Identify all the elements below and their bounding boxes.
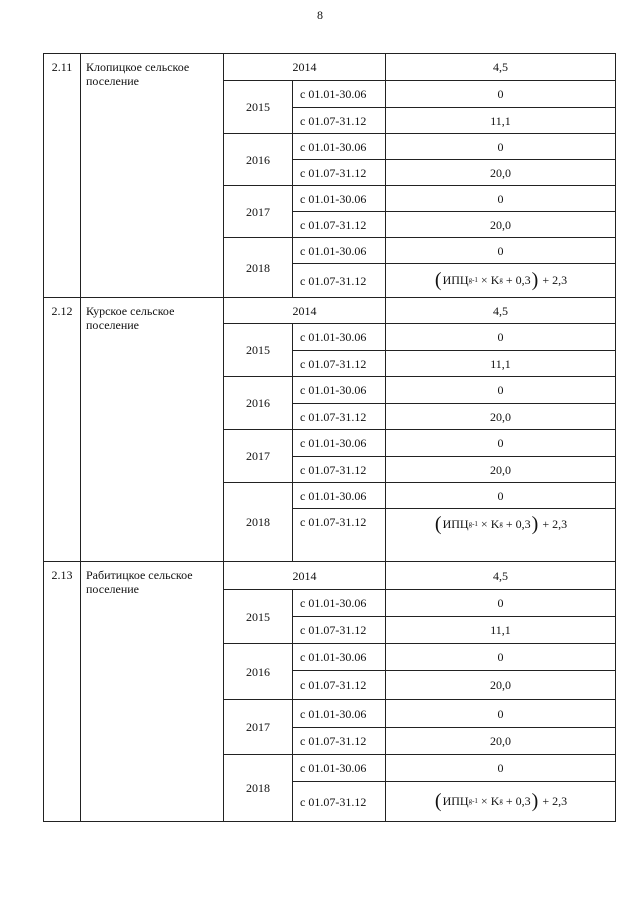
- formula-add-outer: + 2,3: [542, 793, 568, 808]
- period-cell: с 01.01-30.06: [293, 238, 386, 264]
- value-cell: 0: [386, 430, 616, 457]
- year-cell: 2014: [224, 298, 386, 324]
- formula-base: ИПЦ: [442, 272, 469, 287]
- value-cell: 0: [386, 134, 616, 160]
- year-cell: 2017: [224, 430, 293, 483]
- value-cell: 0: [386, 377, 616, 404]
- period-cell: с 01.07-31.12: [293, 782, 386, 822]
- value-cell: 0: [386, 238, 616, 264]
- year-cell: 2017: [224, 700, 293, 755]
- period-cell: с 01.07-31.12: [293, 264, 386, 298]
- value-cell: 20,0: [386, 671, 616, 700]
- period-cell: с 01.01-30.06: [293, 186, 386, 212]
- formula-base: ИПЦ: [442, 517, 469, 531]
- value-cell: 0: [386, 483, 616, 509]
- value-cell: 4,5: [386, 54, 616, 81]
- period-cell: с 01.07-31.12: [293, 671, 386, 700]
- formula-add-outer: + 2,3: [542, 272, 568, 287]
- tariff-table: [43, 53, 616, 822]
- row-number: 2.12: [44, 298, 81, 562]
- value-cell: 11,1: [386, 617, 616, 644]
- period-cell: с 01.01-30.06: [293, 430, 386, 457]
- period-cell: с 01.01-30.06: [293, 377, 386, 404]
- period-cell: с 01.01-30.06: [293, 755, 386, 782]
- year-cell: 2016: [224, 644, 293, 700]
- period-cell: с 01.01-30.06: [293, 483, 386, 509]
- settlement-name: Рабитицкое сельское поселение: [81, 562, 224, 822]
- period-cell: с 01.07-31.12: [293, 108, 386, 134]
- period-cell: с 01.07-31.12: [293, 160, 386, 186]
- row-number: 2.13: [44, 562, 81, 822]
- period-cell: с 01.07-31.12: [293, 351, 386, 377]
- table-row: [44, 298, 616, 324]
- year-cell: 2017: [224, 186, 293, 238]
- settlement-name: Курское сельское поселение: [81, 298, 224, 562]
- year-cell: 2016: [224, 377, 293, 430]
- year-cell: 2014: [224, 54, 386, 81]
- formula-add-inner: + 0,3: [505, 793, 531, 808]
- formula-mult-sub: g: [499, 520, 503, 528]
- price-index-formula: ( ИПЦ g-1 × K g + 0,3 ) + 2,3: [434, 513, 568, 535]
- year-cell: 2015: [224, 81, 293, 134]
- formula-cell: [386, 782, 616, 822]
- formula-base-sub: g-1: [468, 520, 478, 528]
- value-cell: 0: [386, 644, 616, 671]
- formula-base-sub: g-1: [468, 796, 478, 805]
- formula-mult-sub: g: [499, 796, 503, 805]
- formula-cell: [386, 509, 616, 562]
- value-cell: 20,0: [386, 404, 616, 430]
- row-number: 2.11: [44, 54, 81, 298]
- settlement-name: Клопицкое сельское поселение: [81, 54, 224, 298]
- formula-cell: [386, 264, 616, 298]
- formula-mult: × K: [480, 517, 500, 531]
- value-cell: 4,5: [386, 298, 616, 324]
- formula-mult-sub: g: [499, 275, 503, 284]
- period-cell: с 01.07-31.12: [293, 457, 386, 483]
- price-index-formula: ( ИПЦ g-1 × K g + 0,3 ) + 2,3: [434, 268, 568, 291]
- value-cell: 0: [386, 186, 616, 212]
- value-cell: 4,5: [386, 562, 616, 590]
- value-cell: 0: [386, 590, 616, 617]
- formula-mult: × K: [480, 793, 500, 808]
- period-cell: с 01.07-31.12: [293, 404, 386, 430]
- value-cell: 11,1: [386, 108, 616, 134]
- year-cell: 2015: [224, 324, 293, 377]
- value-cell: 0: [386, 324, 616, 351]
- formula-add-outer: + 2,3: [542, 517, 568, 531]
- formula-add-inner: + 0,3: [505, 272, 531, 287]
- period-cell: с 01.07-31.12: [293, 617, 386, 644]
- value-cell: 11,1: [386, 351, 616, 377]
- formula-mult: × K: [480, 272, 500, 287]
- page-number: 8: [317, 8, 323, 22]
- period-cell: с 01.01-30.06: [293, 644, 386, 671]
- table-row: [44, 562, 616, 590]
- formula-add-inner: + 0,3: [505, 517, 531, 531]
- value-cell: 0: [386, 700, 616, 728]
- table-row: [44, 54, 616, 81]
- year-cell: 2014: [224, 562, 386, 590]
- year-cell: 2015: [224, 590, 293, 644]
- year-cell: 2018: [224, 238, 293, 298]
- value-cell: 20,0: [386, 457, 616, 483]
- period-cell: с 01.01-30.06: [293, 590, 386, 617]
- value-cell: 0: [386, 755, 616, 782]
- period-cell: с 01.01-30.06: [293, 134, 386, 160]
- period-cell: с 01.07-31.12: [293, 509, 386, 562]
- price-index-formula: ( ИПЦ g-1 × K g + 0,3 ) + 2,3: [434, 789, 568, 812]
- value-cell: 20,0: [386, 160, 616, 186]
- year-cell: 2018: [224, 755, 293, 822]
- period-cell: с 01.01-30.06: [293, 700, 386, 728]
- year-cell: 2016: [224, 134, 293, 186]
- period-cell: с 01.07-31.12: [293, 212, 386, 238]
- formula-base-sub: g-1: [468, 275, 478, 284]
- period-cell: с 01.01-30.06: [293, 81, 386, 108]
- value-cell: 20,0: [386, 728, 616, 755]
- value-cell: 0: [386, 81, 616, 108]
- period-cell: с 01.07-31.12: [293, 728, 386, 755]
- year-cell: 2018: [224, 483, 293, 562]
- value-cell: 20,0: [386, 212, 616, 238]
- period-cell: с 01.01-30.06: [293, 324, 386, 351]
- formula-base: ИПЦ: [442, 793, 469, 808]
